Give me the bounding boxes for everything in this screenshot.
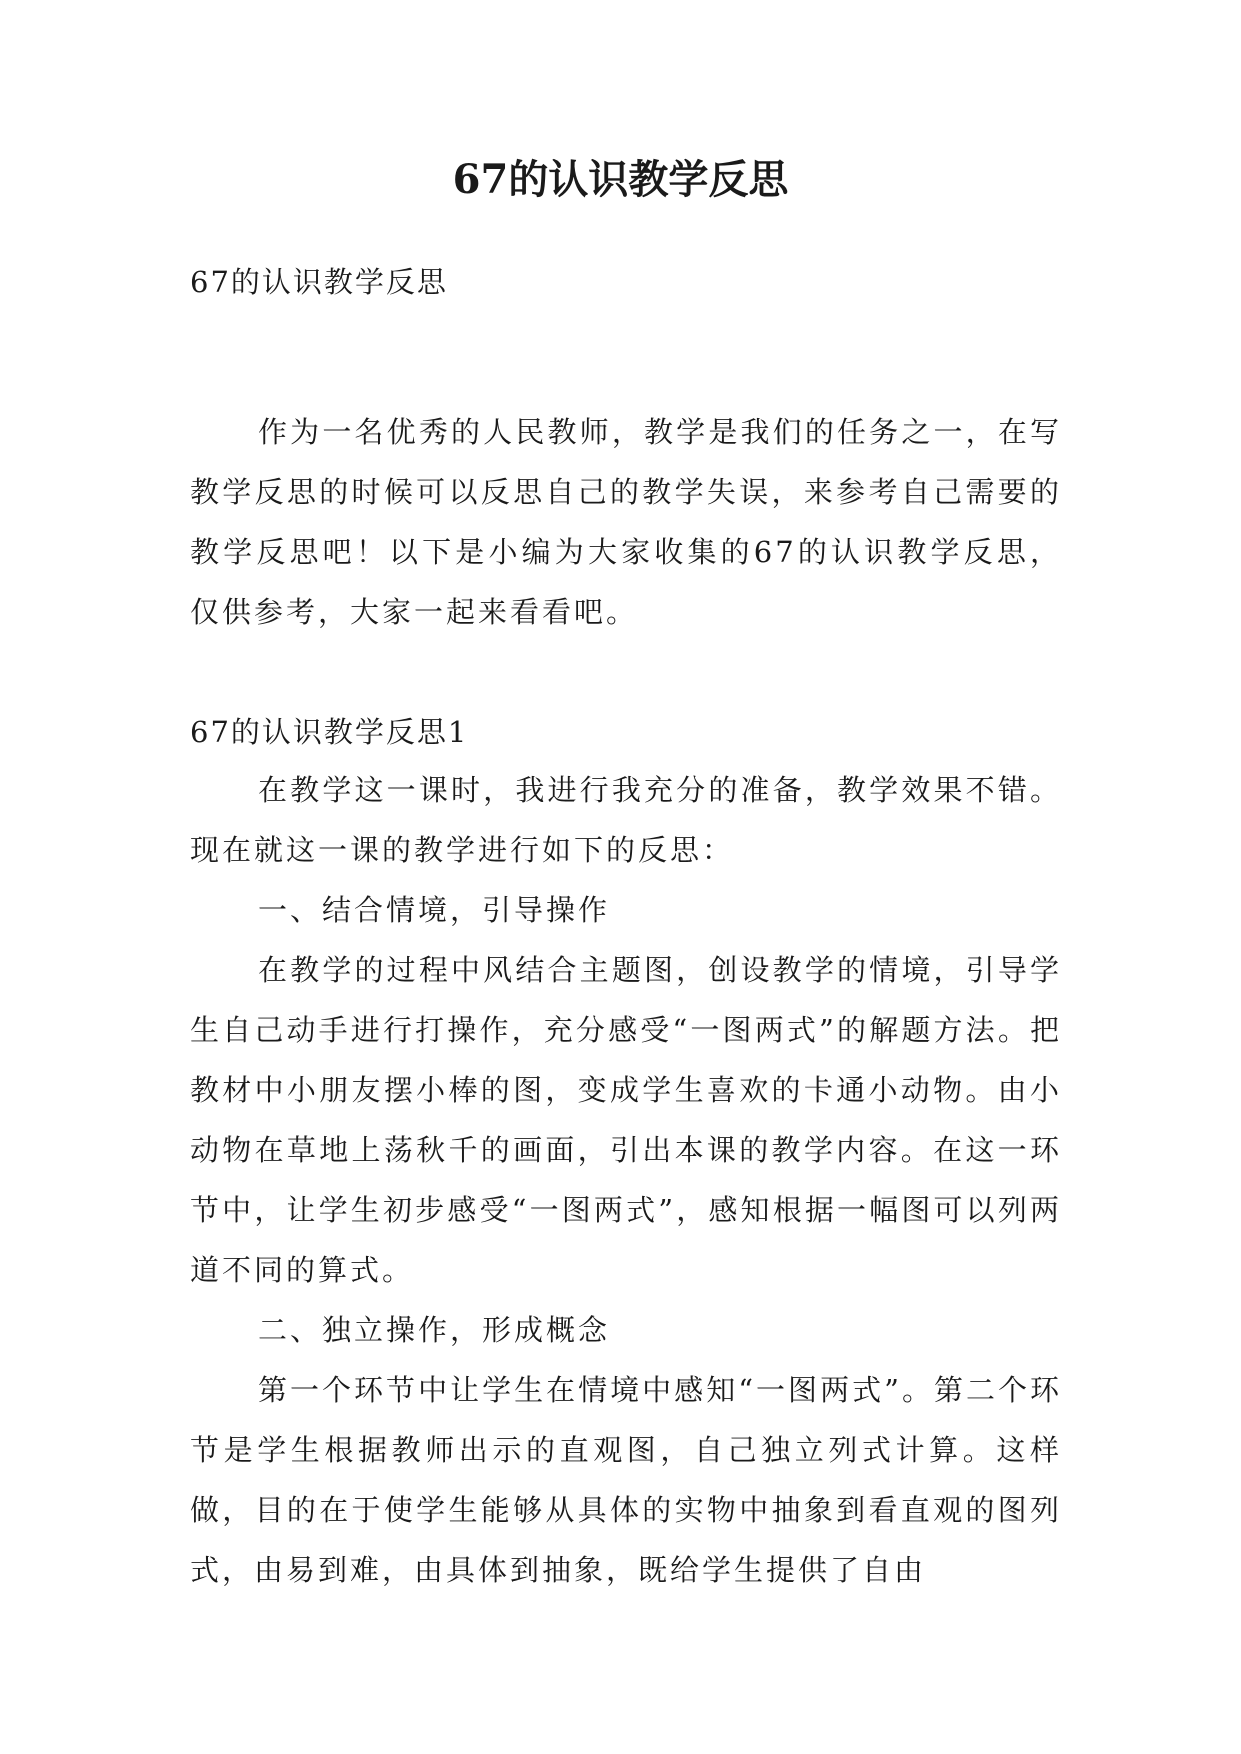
intro-paragraph: 作为一名优秀的人民教师，教学是我们的任务之一，在写教学反思的时候可以反思自己的教学失误，来参考自己需要的教学反思吧！以下是小编为大家收集的67的认识教学反思，仅供参考，大家一起来看看吧。 [190,415,1062,629]
section-subheading-2: 二、独立操作，形成概念 [258,1313,611,1347]
section-paragraph-3: 第一个环节中让学生在情境中感知“一图两式”。第二个环节是学生根据教师出示的直观图，自己独立列式计算。这样做，目的在于使学生能够从具体的实物中抽象到看直观的图列式，由易到难，由具体到抽象，既给学生提供了自由 [190,1373,1062,1587]
section-subheading-1: 一、结合情境，引导操作 [258,893,611,927]
intro-block [190,402,1062,642]
document-title: 67的认识教学反思 [452,156,789,203]
section-body [190,760,1062,1600]
section-paragraph-1: 在教学这一课时，我进行我充分的准备，教学效果不错。现在就这一课的教学进行如下的反思： [190,773,1062,867]
document-subtitle: 67的认识教学反思 [190,265,448,299]
section-paragraph-2: 在教学的过程中风结合主题图，创设教学的情境，引导学生自己动手进行打操作，充分感受“一图两式”的解题方法。把教材中小朋友摆小棒的图，变成学生喜欢的卡通小动物。由小动物在草地上荡秋千的画面，引出本课的教学内容。在这一环节中，让学生初步感受“一图两式”，感知根据一幅图可以列两道不同的算式。 [190,953,1062,1287]
section-heading: 67的认识教学反思1 [190,715,469,749]
